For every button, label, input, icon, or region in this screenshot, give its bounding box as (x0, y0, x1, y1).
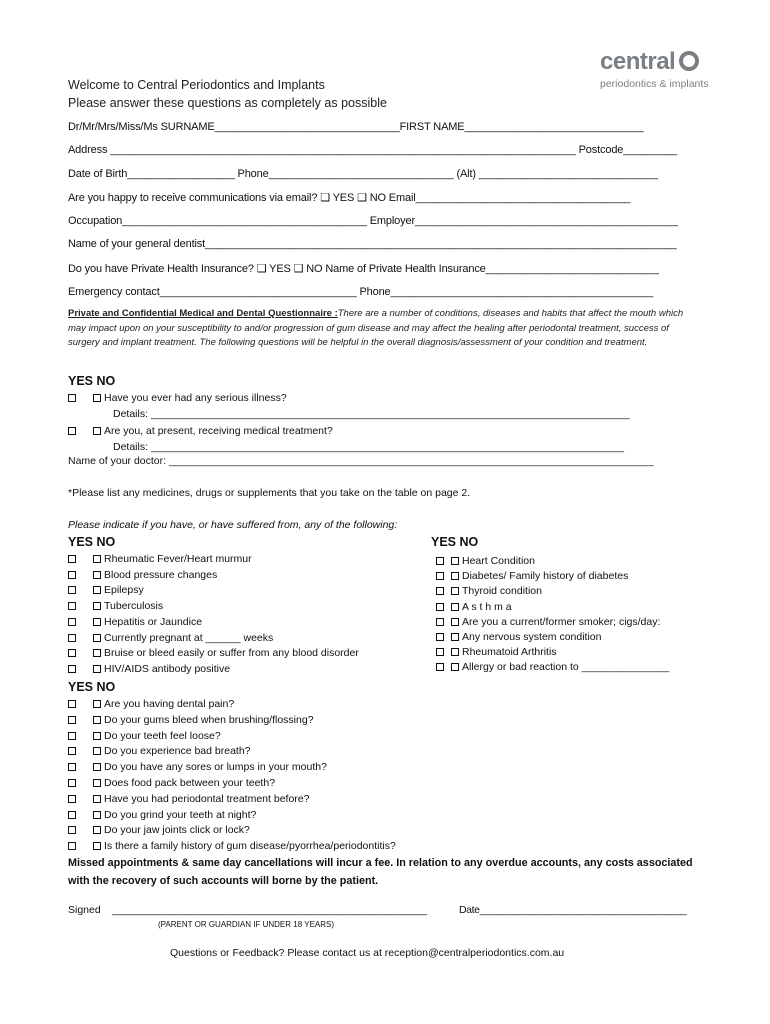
condition-row (436, 601, 512, 613)
no-checkbox[interactable] (93, 586, 101, 594)
condition-row (68, 714, 314, 726)
indicate-instruction: Please indicate if you have, or have suffered from, any of the following: (68, 519, 398, 531)
condition-text: Hepatitis or Jaundice (104, 615, 203, 628)
logo-ring-icon (678, 50, 700, 72)
condition-row (68, 840, 396, 852)
no-checkbox[interactable] (93, 427, 101, 435)
condition-row (68, 745, 251, 757)
yes-checkbox[interactable] (68, 649, 76, 657)
form-field-row[interactable]: Occupation_________________________________________ Employer____________________________________________ (68, 215, 678, 227)
yes-checkbox[interactable] (68, 586, 76, 594)
illness-question-row (68, 425, 333, 437)
yes-checkbox[interactable] (68, 634, 76, 642)
condition-text: Does food pack between your teeth? (104, 777, 276, 789)
condition-text: Rheumatoid Arthritis (462, 646, 557, 659)
yes-checkbox[interactable] (436, 663, 444, 671)
condition-text: Do you experience bad breath? (104, 745, 251, 758)
form-field-row[interactable]: Date of Birth__________________ Phone_______________________________ (Alt) ______________________________ (68, 168, 658, 180)
yes-checkbox[interactable] (68, 700, 76, 708)
no-checkbox[interactable] (93, 555, 101, 563)
missed-appointments-notice: Missed appointments & same day cancellations will incur a fee. In relation to any overdue accounts, any costs associated with the recovery of such accounts will borne by the patient. (68, 857, 693, 887)
yes-checkbox[interactable] (68, 571, 76, 579)
yes-checkbox[interactable] (68, 427, 76, 435)
doctor-field[interactable]: Name of your doctor: ___________________________________________________________________________________ (68, 455, 654, 467)
yes-checkbox[interactable] (68, 826, 76, 834)
no-checkbox[interactable] (93, 747, 101, 755)
confidential-paragraph (68, 307, 698, 351)
yes-no-header-right: YES NO (431, 535, 479, 549)
yes-no-header-left: YES NO (68, 535, 116, 549)
signature-line[interactable]: ____________________________________________________________ (112, 904, 427, 916)
no-checkbox[interactable] (93, 634, 101, 642)
no-checkbox[interactable] (93, 763, 101, 771)
condition-text: Thyroid condition (462, 585, 542, 598)
condition-row (68, 761, 327, 773)
form-field-row[interactable]: Address ______________________________________________________________________________ Postcode_________ (68, 144, 677, 156)
details-field[interactable]: Details: _________________________________________________________________________________ (113, 441, 624, 453)
contact-footer: Questions or Feedback? Please contact us at reception@centralperiodontics.com.au (170, 947, 565, 959)
illness-question-row (68, 392, 287, 404)
condition-row (68, 553, 252, 565)
no-checkbox[interactable] (451, 587, 459, 595)
details-field[interactable]: Details: __________________________________________________________________________________ (113, 408, 630, 420)
condition-text: Is there a family history of gum disease/pyorrhea/periodontitis? (104, 840, 396, 853)
condition-row (68, 809, 256, 821)
condition-row (68, 730, 221, 742)
condition-text: Epilepsy (104, 584, 144, 597)
yes-checkbox[interactable] (68, 795, 76, 803)
date-field[interactable]: Date______________________________________ (459, 904, 687, 916)
yes-checkbox[interactable] (436, 618, 444, 626)
condition-text: Bruise or bleed easily or suffer from any blood disorder (104, 647, 359, 660)
condition-row (436, 555, 535, 567)
yes-checkbox[interactable] (436, 603, 444, 611)
condition-row (68, 824, 250, 836)
no-checkbox[interactable] (93, 394, 101, 402)
condition-text: Do your jaw joints click or lock? (104, 824, 250, 837)
condition-row (68, 569, 217, 581)
yes-checkbox[interactable] (436, 587, 444, 595)
medicines-note: *Please list any medicines, drugs or supplements that you take on the table on page 2. (68, 487, 471, 499)
condition-row (436, 661, 669, 673)
logo (600, 48, 700, 76)
no-checkbox[interactable] (93, 602, 101, 610)
form-field-row[interactable]: Emergency contact_________________________________ Phone____________________________________________ (68, 286, 654, 298)
logo-subtitle: periodontics & implants (600, 78, 709, 90)
condition-row (68, 600, 163, 612)
no-checkbox[interactable] (451, 572, 459, 580)
no-checkbox[interactable] (451, 618, 459, 626)
no-checkbox[interactable] (93, 732, 101, 740)
condition-row (436, 631, 601, 643)
yes-checkbox[interactable] (68, 842, 76, 850)
condition-row (68, 793, 309, 805)
yes-checkbox[interactable] (68, 811, 76, 819)
no-checkbox[interactable] (451, 603, 459, 611)
condition-text: Diabetes/ Family history of diabetes (462, 570, 629, 583)
no-checkbox[interactable] (93, 571, 101, 579)
yes-checkbox[interactable] (68, 394, 76, 402)
confidential-text: There are a number of conditions, diseases and habits that affect the mouth which may impact upon on your susceptibility to and/or progression of gum disease and may affect the healing after periodontal treatment, success of surgery and implant treatment. The following questions will be helpful in the overall diagnosis/assessment of your condition and treatment. (68, 308, 684, 348)
condition-row (68, 647, 359, 659)
no-checkbox[interactable] (93, 842, 101, 850)
yes-checkbox[interactable] (68, 602, 76, 610)
no-checkbox[interactable] (451, 557, 459, 565)
condition-row (68, 777, 275, 789)
form-field-row[interactable]: Do you have Private Health Insurance? ❑ YES ❑ NO Name of Private Health Insurance_____________________________ (68, 263, 659, 275)
condition-row (436, 585, 542, 597)
question-text: Have you ever had any serious illness? (104, 392, 287, 404)
condition-text: Are you a current/former smoker; cigs/day: (462, 615, 661, 628)
no-checkbox[interactable] (93, 649, 101, 657)
condition-text: Rheumatic Fever/Heart murmur (104, 553, 252, 565)
no-checkbox[interactable] (93, 618, 101, 626)
yes-checkbox[interactable] (436, 557, 444, 565)
condition-text: Allergy or bad reaction to _______________ (462, 661, 670, 674)
yes-no-header-1: YES NO (68, 374, 116, 388)
condition-row (436, 646, 557, 658)
condition-row (68, 584, 144, 596)
condition-row (68, 698, 234, 710)
condition-text: Are you having dental pain? (104, 698, 235, 710)
yes-checkbox[interactable] (436, 633, 444, 641)
yes-checkbox[interactable] (436, 648, 444, 656)
condition-text: Do you have any sores or lumps in your mouth? (104, 761, 327, 774)
no-checkbox[interactable] (93, 700, 101, 708)
no-checkbox[interactable] (93, 779, 101, 787)
no-checkbox[interactable] (451, 663, 459, 671)
logo-word: central (600, 48, 676, 75)
confidential-heading: Private and Confidential Medical and Dental Questionnaire : (68, 308, 338, 319)
form-field-row[interactable]: Are you happy to receive communications via email? ❑ YES ❑ NO Email____________________________________ (68, 192, 631, 204)
no-checkbox[interactable] (93, 811, 101, 819)
yes-no-header-dental: YES NO (68, 680, 116, 694)
no-checkbox[interactable] (93, 826, 101, 834)
no-checkbox[interactable] (451, 648, 459, 656)
condition-text: Currently pregnant at ______ weeks (104, 631, 274, 644)
no-checkbox[interactable] (93, 665, 101, 673)
condition-text: A s t h m a (462, 600, 512, 613)
yes-checkbox[interactable] (68, 555, 76, 563)
condition-text: Blood pressure changes (104, 568, 218, 581)
signed-label: Signed (68, 904, 101, 916)
condition-text: Do your gums bleed when brushing/flossing? (104, 713, 314, 726)
yes-checkbox[interactable] (68, 747, 76, 755)
yes-checkbox[interactable] (436, 572, 444, 580)
condition-row (68, 616, 202, 628)
condition-row (68, 632, 273, 644)
condition-text: Tuberculosis (104, 600, 164, 613)
form-field-row[interactable]: Name of your general dentist_______________________________________________________________________________ (68, 238, 677, 250)
yes-checkbox[interactable] (68, 618, 76, 626)
no-checkbox[interactable] (451, 633, 459, 641)
condition-row (436, 570, 628, 582)
yes-checkbox[interactable] (68, 732, 76, 740)
yes-checkbox[interactable] (68, 716, 76, 724)
guardian-note: (PARENT OR GUARDIAN IF UNDER 18 YEARS) (158, 920, 335, 929)
welcome-heading: Welcome to Central Periodontics and Implants (68, 78, 325, 92)
yes-checkbox[interactable] (68, 779, 76, 787)
no-checkbox[interactable] (93, 795, 101, 803)
condition-row (68, 663, 230, 675)
condition-text: Do you grind your teeth at night? (104, 808, 257, 821)
yes-checkbox[interactable] (68, 763, 76, 771)
condition-text: Do your teeth feel loose? (104, 729, 221, 742)
condition-text: Heart Condition (462, 555, 535, 567)
condition-text: HIV/AIDS antibody positive (104, 662, 231, 675)
instructions-heading: Please answer these questions as completely as possible (68, 96, 387, 110)
condition-row (436, 616, 660, 628)
question-text: Are you, at present, receiving medical treatment? (104, 425, 333, 437)
form-field-row[interactable]: Dr/Mr/Mrs/Miss/Ms SURNAME_______________________________FIRST NAME______________________________ (68, 121, 644, 133)
yes-checkbox[interactable] (68, 665, 76, 673)
condition-text: Any nervous system condition (462, 631, 602, 643)
no-checkbox[interactable] (93, 716, 101, 724)
condition-text: Have you had periodontal treatment before? (104, 792, 310, 805)
